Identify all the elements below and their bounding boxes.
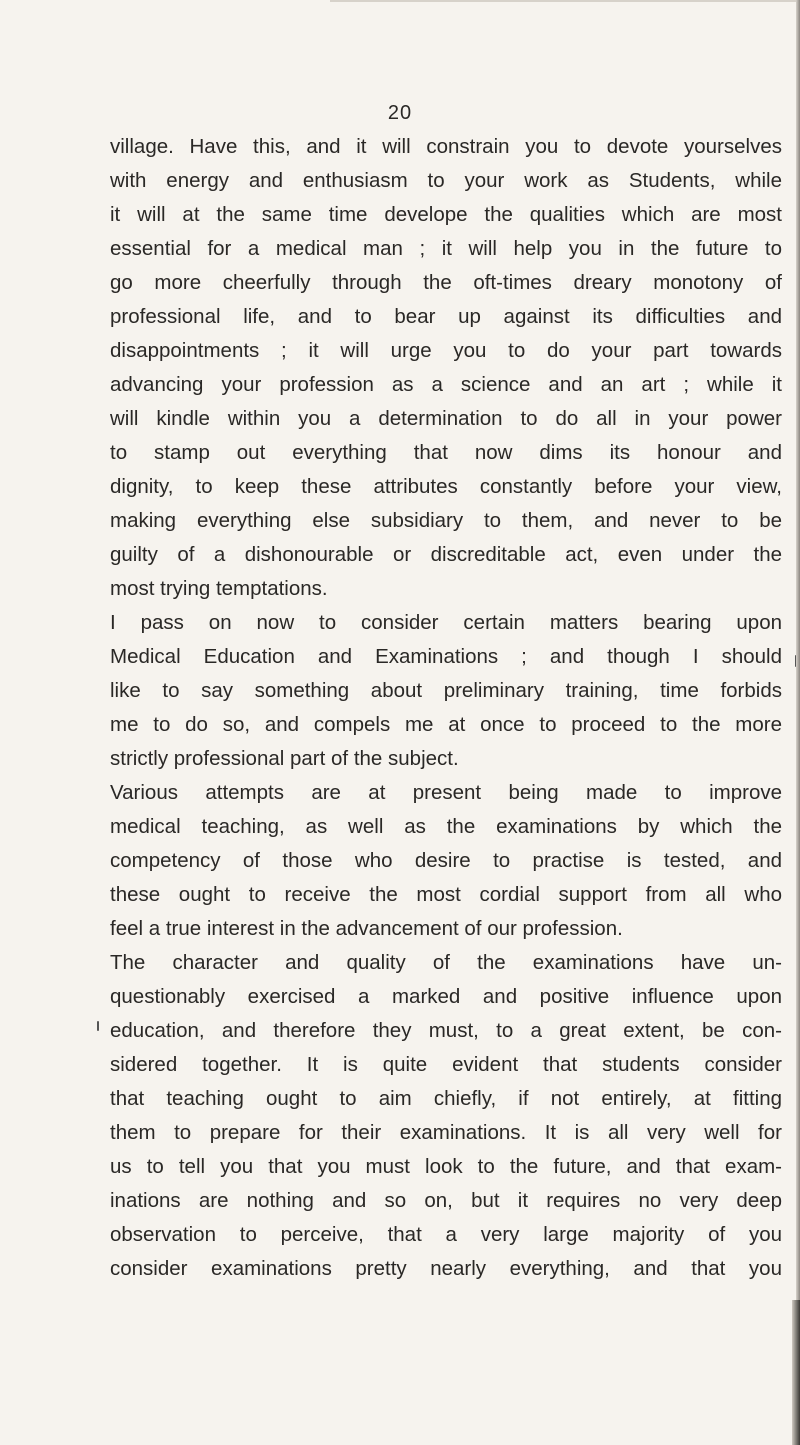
text-line: guilty of a dishonourable or discreditable act, even under the xyxy=(110,543,782,566)
text-line: us to tell you that you must look to the future, and that exam- xyxy=(110,1155,782,1178)
text-line: disappointments ; it will urge you to do your part towards xyxy=(110,339,782,362)
text-line: inations are nothing and so on, but it requires no very deep xyxy=(110,1189,782,1212)
text-line: village. Have this, and it will constrain you to devote yourselves xyxy=(110,135,782,158)
text-line: me to do so, and compels me at once to proceed to the more xyxy=(110,713,782,736)
text-line: go more cheerfully through the oft-times dreary monotony of xyxy=(110,271,782,294)
text-line: Medical Education and Examinations ; and though I should xyxy=(110,645,782,668)
text-line: making everything else subsidiary to them, and never to be xyxy=(110,509,782,532)
paragraph-end-line: feel a true interest in the advancement of our profession. xyxy=(110,917,623,940)
body-text xyxy=(110,130,782,1286)
text-line: essential for a medical man ; it will help you in the future to xyxy=(110,237,782,260)
text-line: medical teaching, as well as the examinations by which the xyxy=(110,815,782,838)
page-number: 20 xyxy=(387,102,413,124)
page-top-edge xyxy=(330,0,800,2)
text-line: with energy and enthusiasm to your work as Students, while xyxy=(110,169,782,192)
text-line: education, and therefore they must, to a great extent, be con- xyxy=(110,1019,782,1042)
paragraph-end-line: strictly professional part of the subject. xyxy=(110,747,459,770)
text-line: sidered together. It is quite evident that students consider xyxy=(110,1053,782,1076)
text-line: advancing your profession as a science and an art ; while it xyxy=(110,373,782,396)
text-line: it will at the same time develope the qualities which are most xyxy=(110,203,782,226)
text-line: will kindle within you a determination to do all in your power xyxy=(110,407,782,430)
text-line: like to say something about preliminary training, time forbids xyxy=(110,679,782,702)
text-line: competency of those who desire to practise is tested, and xyxy=(110,849,782,872)
paragraph-start-line: Various attempts are at present being made to improve xyxy=(110,781,782,804)
margin-speck xyxy=(97,1021,99,1031)
text-line: consider examinations pretty nearly everything, and that you xyxy=(110,1257,782,1280)
page-right-edge xyxy=(796,0,800,1445)
paragraph-start-line: I pass on now to consider certain matters bearing upon xyxy=(110,611,782,634)
text-line: dignity, to keep these attributes constantly before your view, xyxy=(110,475,782,498)
text-line: professional life, and to bear up against its difficulties and xyxy=(110,305,782,328)
text-line: to stamp out everything that now dims its honour and xyxy=(110,441,782,464)
text-line: questionably exercised a marked and positive influence upon xyxy=(110,985,782,1008)
text-line: observation to perceive, that a very large majority of you xyxy=(110,1223,782,1246)
text-line: these ought to receive the most cordial support from all who xyxy=(110,883,782,906)
text-line: them to prepare for their examinations. It is all very well for xyxy=(110,1121,782,1144)
page-binding-shadow xyxy=(792,1300,800,1445)
paragraph-end-line: most trying temptations. xyxy=(110,577,328,600)
paragraph-start-line: The character and quality of the examinations have un- xyxy=(110,951,782,974)
text-line: that teaching ought to aim chiefly, if not entirely, at fitting xyxy=(110,1087,782,1110)
